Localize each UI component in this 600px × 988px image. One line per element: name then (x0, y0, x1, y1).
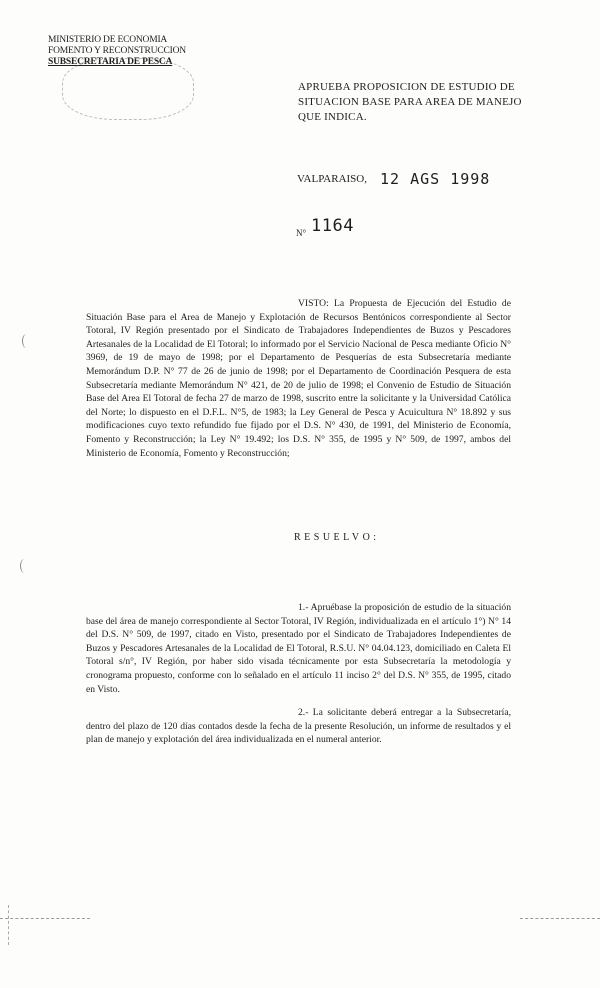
scan-mark (20, 559, 29, 573)
ministry-subname: FOMENTO Y RECONSTRUCCION (48, 46, 186, 56)
date-stamp: 12 AGS 1998 (380, 170, 491, 188)
place-label: VALPARAISO, (297, 173, 367, 185)
document-title: APRUEBA PROPOSICION DE ESTUDIO DE SITUACION BASE PARA AREA DE MANEJO QUE INDICA. (298, 81, 522, 123)
ministry-name: MINISTERIO DE ECONOMIA (48, 35, 168, 45)
number-label: N° (296, 228, 307, 238)
stamp-seal (62, 58, 194, 120)
subsecretaria-name: SUBSECRETARIA DE PESCA (48, 57, 173, 67)
fold-line (0, 918, 90, 919)
scan-edge-line (8, 905, 9, 945)
resuelvo-heading: RESUELVO: (294, 532, 380, 543)
scan-mark (22, 334, 31, 348)
resolution-point-1: 1.- Apruébase la proposición de estudio de la situación base del área de manejo correspondiente al Sector Totoral, IV Región, individualizada en el artículo 1°) N° 14 del D.S. N° 509, de 1997, citado en Visto, presentado por el Sindicato de Trabajadores Independientes de Buzos y Pescadores Artesanales de la Localidad de El Totoral, R.S.U. N° 04.04.123, domiciliado en Caleta El Totoral s/n°, IV Región, por haber sido visada técnicamente por esta Subsecretaría la metodología y cronograma propuesto, conforme con lo señalado en el artículo 11 inciso 2° del D.S. N° 355, de 1995, citado en Visto. (86, 602, 511, 695)
resolution-point-2: 2.- La solicitante deberá entregar a la Subsecretaría, dentro del plazo de 120 días contados desde la fecha de la presente Resolución, un informe de resultados y el plan de manejo y explotación del área individualizada en el numeral anterior. (86, 707, 511, 746)
fold-line (520, 918, 600, 919)
visto-paragraph: VISTO: La Propuesta de Ejecución del Estudio de Situación Base para el Area de Manejo y Explotación de Recursos Bentónicos correspondiente al Sector Totoral, IV Región presentado por el Sindicato de Trabajadores Independientes de Buzos y Pescadores Artesanales de la Localidad de El Totoral; lo informado por el Servicio Nacional de Pesca mediante Oficio N° 3969, de 19 de mayo de 1998; por el Departamento de Pesquerías de esta Subsecretaría mediante Memorándum D.P. N° 77 de 26 de junio de 1998; por el Departamento de Coordinación Pesquera de esta Subsecretaría mediante Memorándum N° 421, de 20 de julio de 1998; el Convenio de Estudio de Situación Base del Area El Totoral de fecha 27 de marzo de 1998, suscrito entre la solicitante y la Universidad Católica del Norte; lo dispuesto en el D.F.L. N°5, de 1983; la Ley General de Pesca y Acuicultura N° 18.892 y sus modificaciones cuyo texto refundido fue fijado por el D.S. N° 430, de 1991, del Ministerio de Economía, Fomento y Reconstrucción; la Ley N° 19.492; los D.S. N° 355, de 1995 y N° 509, de 1997, ambos del Ministerio de Economía, Fomento y Reconstrucción; (86, 298, 511, 459)
resolution-number: 1164 (311, 216, 354, 236)
